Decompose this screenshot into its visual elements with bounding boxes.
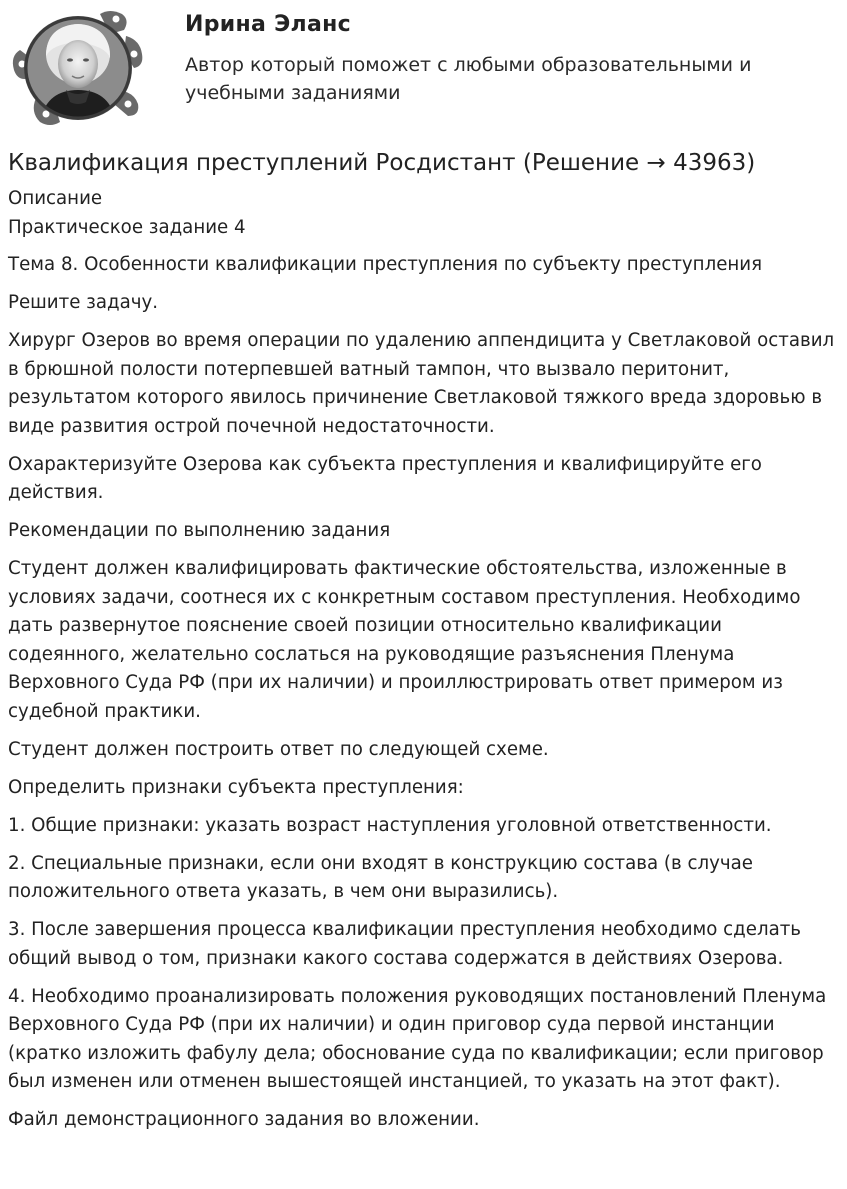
- author-description: Автор который поможет с любыми образовательными и учебными заданиями: [185, 54, 752, 104]
- task-instruction: Решите задачу.: [8, 292, 159, 313]
- recommendations-heading: Рекомендации по выполнению задания: [8, 520, 391, 541]
- description-label: Описание: [8, 188, 103, 209]
- subject-features-intro: Определить признаки субъекта преступления:: [8, 776, 464, 798]
- topic-paragraph: Тема 8. Особенности квалификации преступления по субъекту преступления: [8, 254, 763, 275]
- scheme-item-1: 1. Общие признаки: указать возраст наступления уголовной ответственности.: [8, 814, 772, 836]
- scheme-item-3: 3. После завершения процесса квалификации преступления необходимо сделать общий вывод о том, признаки какого состава содержатся в действиях Озерова.: [8, 919, 802, 969]
- scheme-item-2: 2. Специальные признаки, если они входят в конструкцию состава (в случае положительного ответа указать, в чем они выразились).: [8, 852, 753, 902]
- attachment-note: Файл демонстрационного задания во вложении.: [8, 1109, 480, 1130]
- assignment-label: Практическое задание 4: [8, 217, 246, 238]
- task-question: Охарактеризуйте Озерова как субъекта преступления и квалифицируйте его действия.: [8, 453, 762, 503]
- document-title: Квалификация преступлений Росдистант (Решение → 43963): [8, 150, 756, 176]
- author-header: [0, 0, 847, 135]
- scheme-item-4: 4. Необходимо проанализировать положения руководящих постановлений Пленума Верховного Суда РФ (при их наличии) и один приговор суда первой инстанции (кратко изложить фабулу дела; обоснование суда по квалификации; если приговор был изменен или отменен вышестоящей инстанцией, то указать на этот факт).: [8, 985, 827, 1092]
- recommendations-text: Студент должен квалифицировать фактические обстоятельства, изложенные в условиях задачи, соотнеся их с конкретным составом преступления. Необходимо дать развернутое пояснение своей позиции относительно квалификации содеянного, желательно сослаться на руководящие разъяснения Пленума Верховного Суда РФ (при их наличии) и проиллюстрировать ответ примером из судебной практики.: [8, 558, 801, 722]
- case-description: Хирург Озеров во время операции по удалению аппендицита у Светлаковой оставил в брюшной полости потерпевшей ватный тампон, что вызвало перитонит, результатом которого явилось причинение Светлаковой тяжкого вреда здоровью в виде развития острой почечной недостаточности.: [8, 330, 835, 437]
- answer-scheme-intro: Студент должен построить ответ по следующей схеме.: [8, 738, 549, 760]
- author-name: Ирина Эланс: [185, 12, 351, 37]
- document-body: [8, 146, 840, 1144]
- author-avatar: [6, 6, 152, 128]
